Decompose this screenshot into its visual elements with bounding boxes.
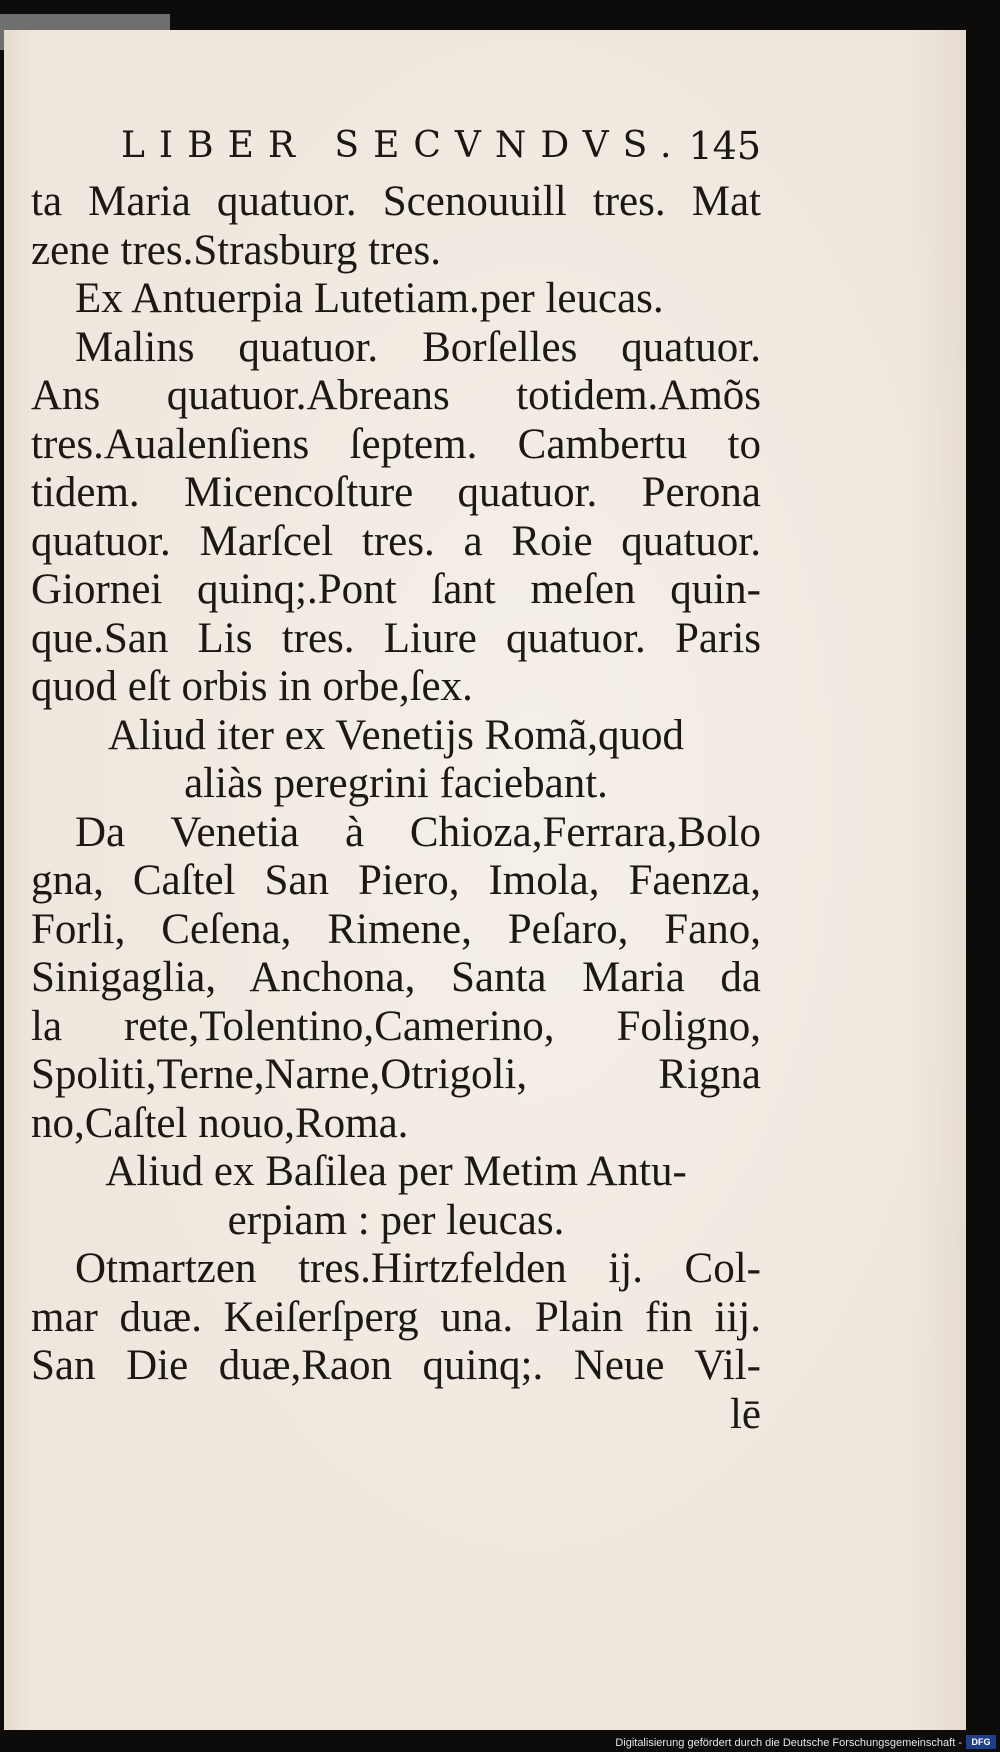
text-line: quod eſt orbis in orbe,ſex. (31, 663, 473, 710)
text-line: que.San Lis tres. Liure quatuor. Paris (31, 614, 761, 662)
text-line: ta Maria quatuor. Scenouuill tres. Mat (31, 178, 761, 225)
text-line: zene tres.Strasburg tres. (31, 226, 441, 274)
text-line: Forli, Ceſena, Rimene, Peſaro, Fano, (31, 905, 761, 953)
page-header (121, 116, 761, 176)
text-line: Ex Antuerpia Lutetiam.per leucas. (75, 275, 664, 322)
running-title: LIBER SECVNDVS. (121, 125, 686, 166)
page-number: 145 (688, 124, 761, 168)
text-line: Ans quatuor.Abreans totidem.Amõs (31, 372, 761, 419)
text-line: quatuor. Marſcel tres. a Roie quatuor. (31, 517, 761, 565)
text-line: San Die duæ,Raon quinq;. Neue Vil- (31, 1342, 761, 1389)
text-line: tidem. Micencoſture quatuor. Perona (31, 469, 761, 516)
text-line: Spoliti,Terne,Narne,Otrigoli, Rigna (31, 1051, 761, 1098)
catchword: lē (729, 1390, 761, 1438)
text-line: Sinigaglia, Anchona, Santa Maria da (31, 954, 761, 1001)
funding-credit: Digitalisierung gefördert durch die Deutsche Forschungsgemeinschaft - (615, 1737, 962, 1749)
body-text (31, 178, 761, 1439)
text-line: Da Venetia à Chioza,Ferrara,Bolo (75, 808, 761, 856)
footer-bar (0, 1730, 1000, 1752)
section-heading: erpiam : per leucas. (227, 1196, 565, 1244)
section-heading: Aliud ex Baſilea per Metim Antu- (105, 1148, 687, 1195)
text-line: mar duæ. Keiſerſperg una. Plain fin iij. (31, 1293, 761, 1341)
text-line: la rete,Tolentino,Camerino, Foligno, (31, 1002, 761, 1050)
text-line: gna, Caſtel San Piero, Imola, Faenza, (31, 857, 761, 904)
text-line: Malins quatuor. Borſelles quatuor. (75, 323, 761, 371)
text-line: Giornei quinq;.Pont ſant meſen quin- (31, 566, 761, 613)
text-line: tres.Aualenſiens ſeptem. Cambertu to (31, 420, 761, 468)
text-line: no,Caſtel nouo,Roma. (31, 1099, 409, 1147)
section-heading: Aliud iter ex Venetijs Romã,quod (107, 711, 685, 759)
dfg-logo: DFG (966, 1735, 996, 1749)
text-line: Otmartzen tres.Hirtzfelden ij. Col- (75, 1245, 761, 1292)
section-heading: aliàs peregrini faciebant. (184, 760, 608, 807)
book-page (4, 30, 966, 1730)
